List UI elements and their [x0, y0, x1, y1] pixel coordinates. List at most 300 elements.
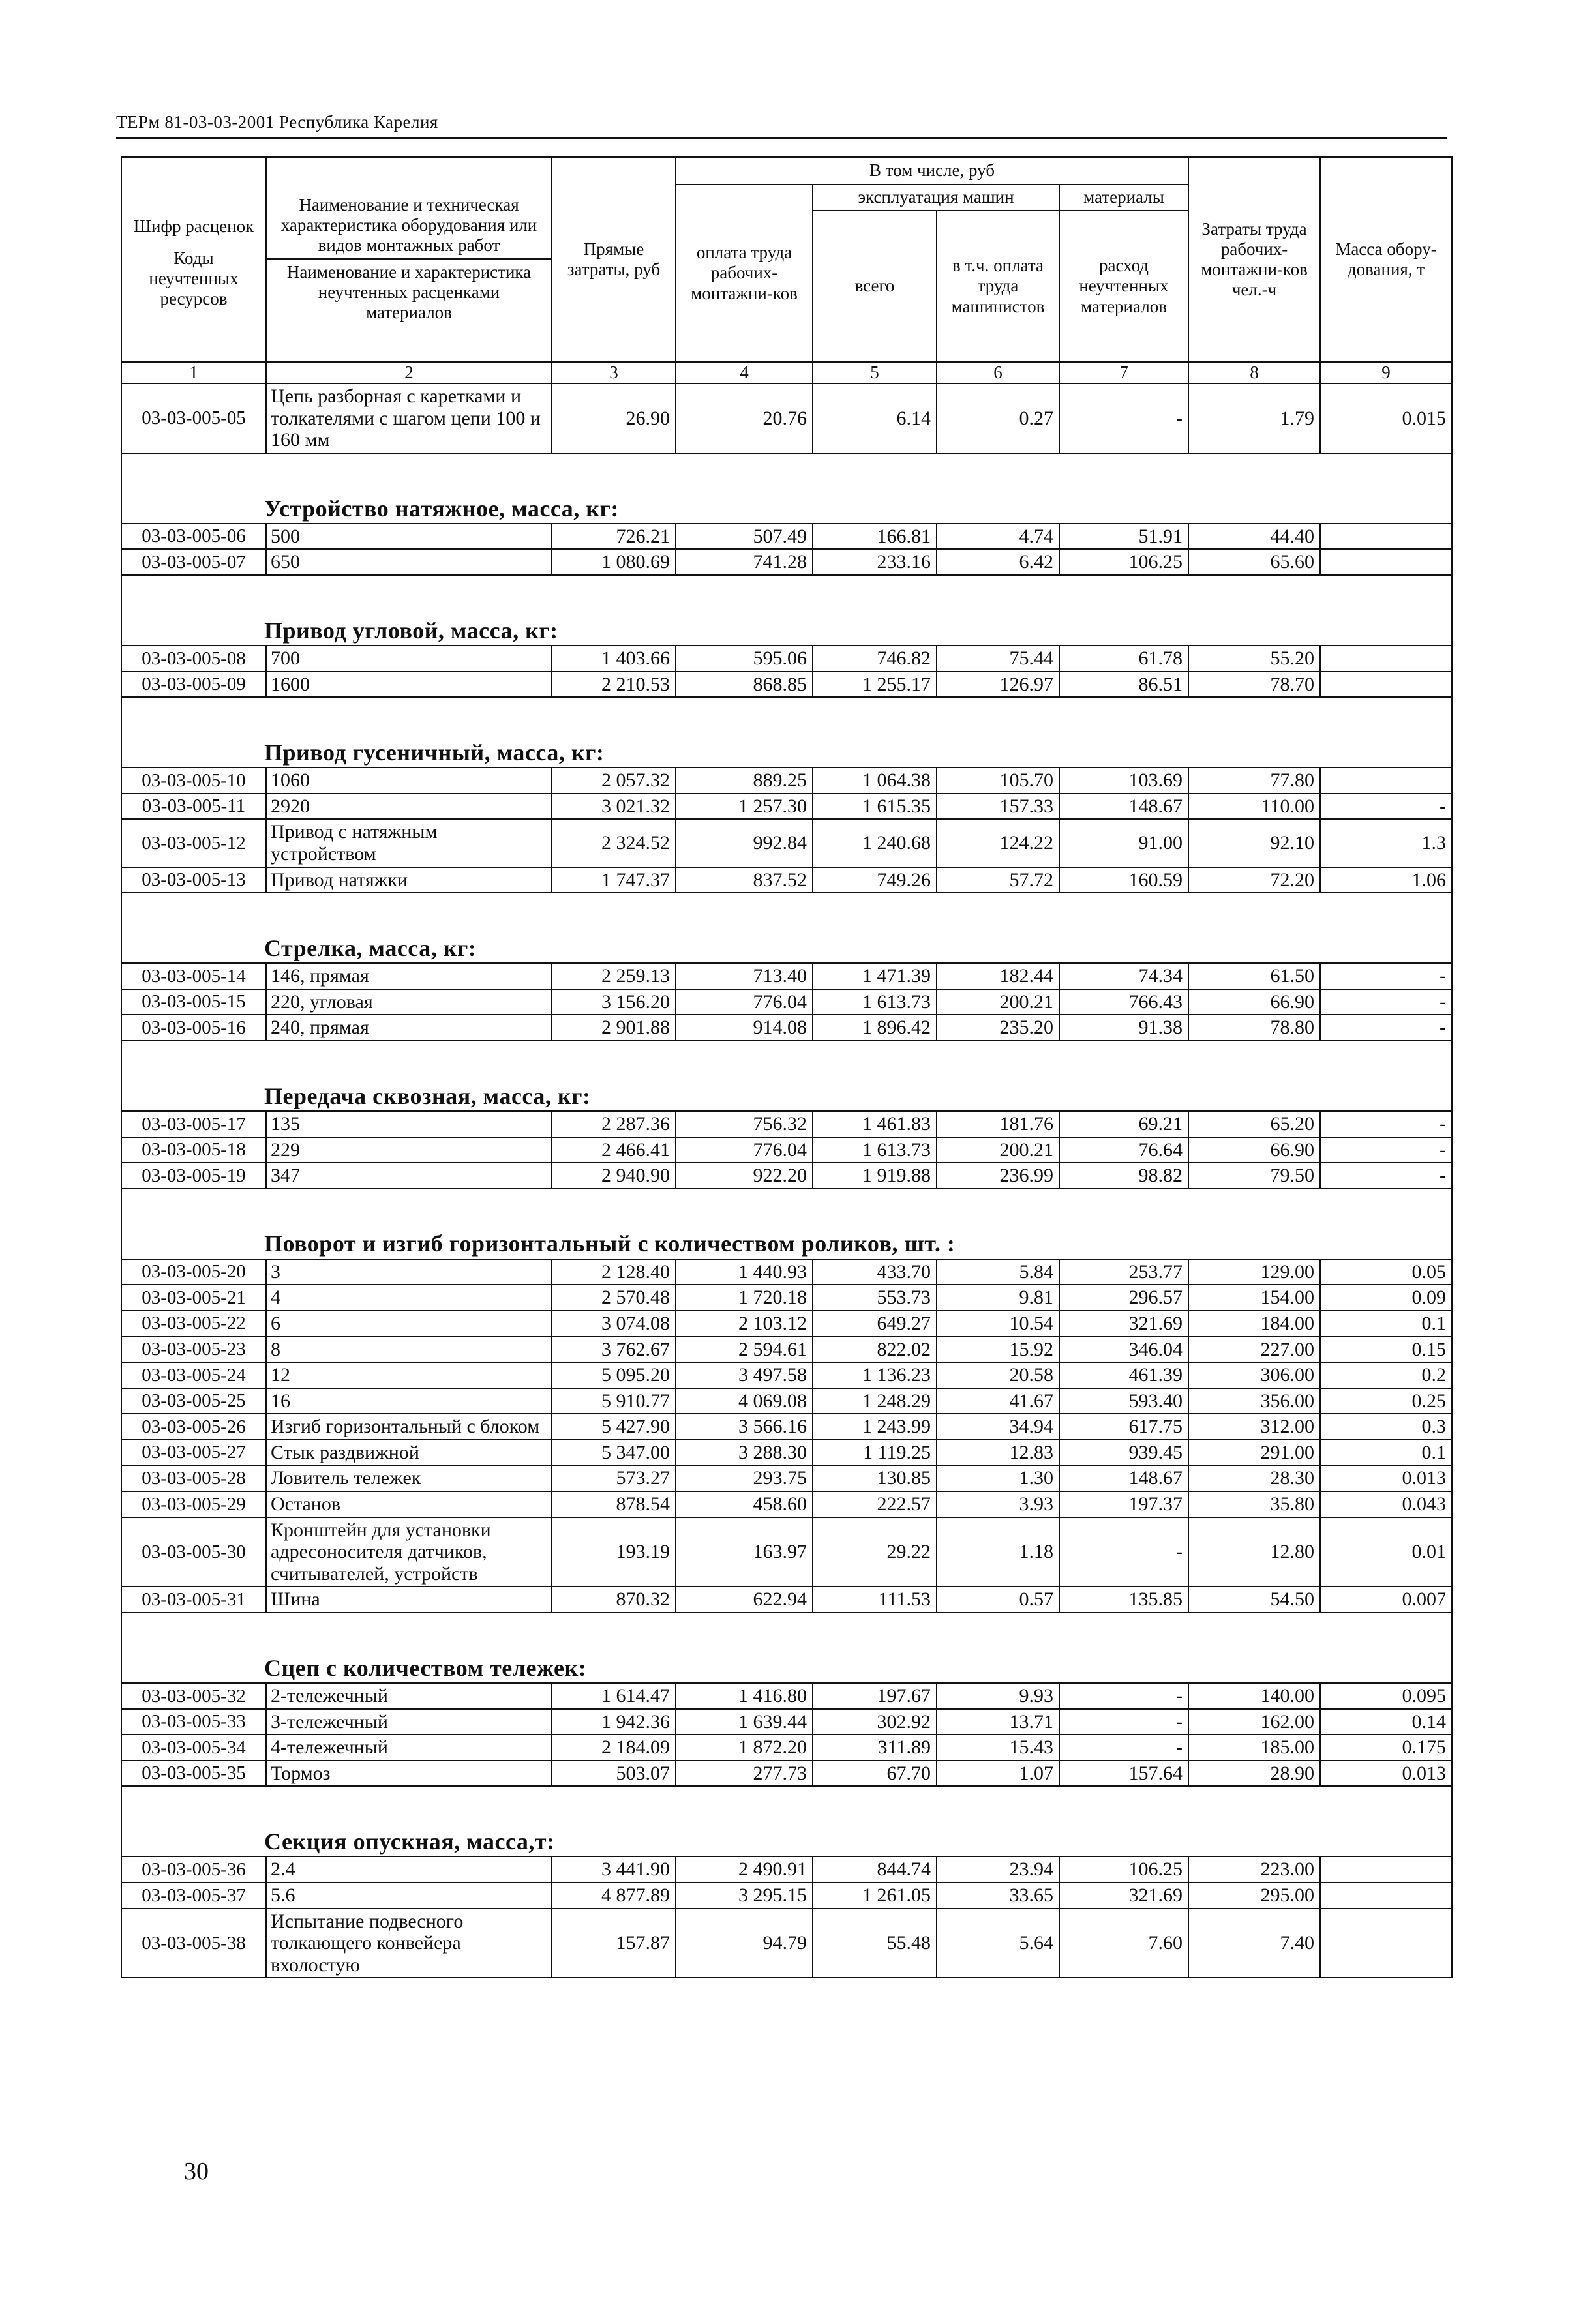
worker-pay-cell: 741.28: [676, 549, 813, 575]
section-heading-row: [121, 1817, 1452, 1856]
direct-costs-cell: 3 762.67: [552, 1337, 676, 1363]
direct-costs-cell: 1 614.47: [552, 1683, 676, 1709]
labor-hours-cell: 92.10: [1188, 819, 1320, 867]
worker-pay-cell: 776.04: [676, 1137, 813, 1163]
operator-pay-cell: 34.94: [937, 1414, 1059, 1440]
machines-total-cell: 1 255.17: [813, 672, 937, 698]
machines-total-cell: 844.74: [813, 1856, 937, 1883]
table-row: [121, 1388, 1452, 1414]
work-name-cell: 500: [266, 524, 552, 550]
table-row: [121, 1909, 1452, 1978]
work-name-cell: Останов: [266, 1491, 552, 1517]
operator-pay-cell: 23.94: [937, 1856, 1059, 1883]
work-name-cell: 2.4: [266, 1856, 552, 1883]
direct-costs-cell: 193.19: [552, 1517, 676, 1587]
table-row: [121, 1440, 1452, 1466]
worker-pay-cell: 1 440.93: [676, 1259, 813, 1285]
section-heading: Привод гусеничный, масса, кг:: [121, 728, 1452, 767]
machines-total-cell: 1 461.83: [813, 1111, 937, 1137]
section-gap: [121, 453, 1452, 484]
materials-cell: -: [1059, 1735, 1188, 1761]
labor-hours-cell: 77.80: [1188, 767, 1320, 794]
section-gap: [121, 1613, 1452, 1643]
equipment-mass-cell: 1.3: [1320, 819, 1452, 867]
machines-total-cell: 1 919.88: [813, 1163, 937, 1189]
work-name-cell: Стык раздвижной: [266, 1440, 552, 1466]
equipment-mass-cell: 0.007: [1320, 1587, 1452, 1613]
rate-code-cell: 03-03-005-38: [121, 1909, 266, 1978]
table-row: [121, 794, 1452, 820]
rates-table: [121, 156, 1453, 1978]
rate-code-cell: 03-03-005-33: [121, 1709, 266, 1735]
table-row: [121, 1761, 1452, 1787]
column-number: 5: [813, 362, 937, 383]
operator-pay-cell: 57.72: [937, 867, 1059, 893]
section-gap: [121, 575, 1452, 606]
rate-code-cell: 03-03-005-20: [121, 1259, 266, 1285]
rate-code-cell: 03-03-005-18: [121, 1137, 266, 1163]
worker-pay-cell: 458.60: [676, 1491, 813, 1517]
direct-costs-cell: 2 184.09: [552, 1735, 676, 1761]
table-row: [121, 1259, 1452, 1285]
operator-pay-cell: 235.20: [937, 1015, 1059, 1041]
worker-pay-cell: 2 490.91: [676, 1856, 813, 1883]
direct-costs-cell: 3 441.90: [552, 1856, 676, 1883]
equipment-mass-cell: [1320, 672, 1452, 698]
labor-hours-cell: 12.80: [1188, 1517, 1320, 1587]
table-row: [121, 1137, 1452, 1163]
rate-code-cell: 03-03-005-13: [121, 867, 266, 893]
direct-costs-cell: 573.27: [552, 1465, 676, 1491]
worker-pay-cell: 94.79: [676, 1909, 813, 1978]
direct-costs-cell: 3 021.32: [552, 794, 676, 820]
equipment-mass-cell: 0.095: [1320, 1683, 1452, 1709]
machines-total-cell: 1 261.05: [813, 1883, 937, 1909]
section-gap-cell: [121, 1786, 1452, 1817]
header-worker-pay: оплата труда рабочих-монтажни-ков: [676, 185, 813, 362]
machines-total-cell: 1 119.25: [813, 1440, 937, 1466]
materials-cell: 86.51: [1059, 672, 1188, 698]
equipment-mass-cell: 0.15: [1320, 1337, 1452, 1363]
worker-pay-cell: 3 295.15: [676, 1883, 813, 1909]
machines-total-cell: 233.16: [813, 549, 937, 575]
rate-code-cell: 03-03-005-15: [121, 989, 266, 1015]
worker-pay-cell: 1 257.30: [676, 794, 813, 820]
labor-hours-cell: 185.00: [1188, 1735, 1320, 1761]
section-heading-row: [121, 923, 1452, 963]
labor-hours-cell: 44.40: [1188, 524, 1320, 550]
page-number: 30: [184, 2158, 209, 2185]
materials-cell: 321.69: [1059, 1311, 1188, 1337]
direct-costs-cell: 503.07: [552, 1761, 676, 1787]
operator-pay-cell: 236.99: [937, 1163, 1059, 1189]
section-heading: Передача сквозная, масса, кг:: [121, 1071, 1452, 1111]
operator-pay-cell: 9.81: [937, 1285, 1059, 1311]
rate-code-cell: 03-03-005-30: [121, 1517, 266, 1587]
rate-code-cell: 03-03-005-10: [121, 767, 266, 794]
rate-code-cell: 03-03-005-35: [121, 1761, 266, 1787]
operator-pay-cell: 75.44: [937, 646, 1059, 672]
worker-pay-cell: 922.20: [676, 1163, 813, 1189]
worker-pay-cell: 595.06: [676, 646, 813, 672]
header-operator-pay: в т.ч. оплата труда машинистов: [937, 211, 1059, 362]
labor-hours-cell: 65.60: [1188, 549, 1320, 575]
rate-code-cell: 03-03-005-34: [121, 1735, 266, 1761]
materials-cell: 939.45: [1059, 1440, 1188, 1466]
machines-total-cell: 166.81: [813, 524, 937, 550]
machines-total-cell: 111.53: [813, 1587, 937, 1613]
direct-costs-cell: 1 747.37: [552, 867, 676, 893]
materials-cell: 617.75: [1059, 1414, 1188, 1440]
rate-code-cell: 03-03-005-19: [121, 1163, 266, 1189]
operator-pay-cell: 4.74: [937, 524, 1059, 550]
worker-pay-cell: 163.97: [676, 1517, 813, 1587]
table-row: [121, 1285, 1452, 1311]
table-row: [121, 963, 1452, 989]
equipment-mass-cell: 0.1: [1320, 1311, 1452, 1337]
labor-hours-cell: 66.90: [1188, 989, 1320, 1015]
direct-costs-cell: 2 940.90: [552, 1163, 676, 1189]
materials-cell: 7.60: [1059, 1909, 1188, 1978]
machines-total-cell: 553.73: [813, 1285, 937, 1311]
materials-cell: 69.21: [1059, 1111, 1188, 1137]
direct-costs-cell: 878.54: [552, 1491, 676, 1517]
section-heading: Устройство натяжное, масса, кг:: [121, 484, 1452, 524]
labor-hours-cell: 223.00: [1188, 1856, 1320, 1883]
table-row: [121, 1709, 1452, 1735]
direct-costs-cell: 2 210.53: [552, 672, 676, 698]
table-row: [121, 867, 1452, 893]
section-gap: [121, 1041, 1452, 1071]
materials-cell: 106.25: [1059, 1856, 1188, 1883]
materials-cell: 160.59: [1059, 867, 1188, 893]
machines-total-cell: 311.89: [813, 1735, 937, 1761]
worker-pay-cell: 1 872.20: [676, 1735, 813, 1761]
machines-total-cell: 1 613.73: [813, 989, 937, 1015]
table-row: [121, 1337, 1452, 1363]
labor-hours-cell: 306.00: [1188, 1362, 1320, 1388]
equipment-mass-cell: -: [1320, 1015, 1452, 1041]
operator-pay-cell: 200.21: [937, 1137, 1059, 1163]
labor-hours-cell: 295.00: [1188, 1883, 1320, 1909]
direct-costs-cell: 2 570.48: [552, 1285, 676, 1311]
equipment-mass-cell: 0.015: [1320, 383, 1452, 453]
rate-code-cell: 03-03-005-14: [121, 963, 266, 989]
column-number: 1: [121, 362, 266, 383]
section-heading-row: [121, 606, 1452, 646]
machines-total-cell: 1 471.39: [813, 963, 937, 989]
materials-cell: 296.57: [1059, 1285, 1188, 1311]
labor-hours-cell: 7.40: [1188, 1909, 1320, 1978]
materials-cell: 593.40: [1059, 1388, 1188, 1414]
worker-pay-cell: 1 416.80: [676, 1683, 813, 1709]
section-heading: Стрелка, масса, кг:: [121, 923, 1452, 963]
operator-pay-cell: 13.71: [937, 1709, 1059, 1735]
header-machines-group: эксплуатация машин: [813, 185, 1059, 211]
equipment-mass-cell: [1320, 524, 1452, 550]
machines-total-cell: 749.26: [813, 867, 937, 893]
work-name-cell: 146, прямая: [266, 963, 552, 989]
table-row: [121, 1735, 1452, 1761]
rate-code-cell: 03-03-005-09: [121, 672, 266, 698]
direct-costs-cell: 2 324.52: [552, 819, 676, 867]
machines-total-cell: 197.67: [813, 1683, 937, 1709]
equipment-mass-cell: [1320, 1883, 1452, 1909]
column-number: 7: [1059, 362, 1188, 383]
section-heading: Секция опускная, масса,т:: [121, 1817, 1452, 1856]
section-heading-row: [121, 1071, 1452, 1111]
materials-cell: 135.85: [1059, 1587, 1188, 1613]
table-row: [121, 646, 1452, 672]
equipment-mass-cell: 0.05: [1320, 1259, 1452, 1285]
rate-code-cell: 03-03-005-29: [121, 1491, 266, 1517]
section-heading-row: [121, 1219, 1452, 1259]
column-number: 8: [1188, 362, 1320, 383]
section-gap: [121, 1189, 1452, 1219]
materials-cell: -: [1059, 383, 1188, 453]
machines-total-cell: 130.85: [813, 1465, 937, 1491]
worker-pay-cell: 868.85: [676, 672, 813, 698]
table-row: [121, 383, 1452, 453]
work-name-cell: Привод натяжки: [266, 867, 552, 893]
header-direct-costs: Прямые затраты, руб: [552, 157, 676, 362]
table-row: [121, 1015, 1452, 1041]
section-heading-row: [121, 484, 1452, 524]
table-row: [121, 1856, 1452, 1883]
labor-hours-cell: 154.00: [1188, 1285, 1320, 1311]
worker-pay-cell: 2 103.12: [676, 1311, 813, 1337]
labor-hours-cell: 72.20: [1188, 867, 1320, 893]
materials-cell: -: [1059, 1683, 1188, 1709]
labor-hours-cell: 140.00: [1188, 1683, 1320, 1709]
equipment-mass-cell: [1320, 1856, 1452, 1883]
labor-hours-cell: 78.70: [1188, 672, 1320, 698]
header-including-group: В том числе, руб: [676, 157, 1188, 185]
operator-pay-cell: 200.21: [937, 989, 1059, 1015]
rate-code-cell: 03-03-005-11: [121, 794, 266, 820]
operator-pay-cell: 5.84: [937, 1259, 1059, 1285]
materials-cell: 346.04: [1059, 1337, 1188, 1363]
equipment-mass-cell: 0.09: [1320, 1285, 1452, 1311]
equipment-mass-cell: -: [1320, 989, 1452, 1015]
machines-total-cell: 822.02: [813, 1337, 937, 1363]
worker-pay-cell: 3 288.30: [676, 1440, 813, 1466]
equipment-mass-cell: 0.01: [1320, 1517, 1452, 1587]
operator-pay-cell: 33.65: [937, 1883, 1059, 1909]
header-equipment-mass: Масса обору-дования, т: [1320, 157, 1452, 362]
work-name-cell: 4: [266, 1285, 552, 1311]
operator-pay-cell: 3.93: [937, 1491, 1059, 1517]
header-materials-group: материалы: [1059, 185, 1188, 211]
worker-pay-cell: 622.94: [676, 1587, 813, 1613]
header-labor-hours: Затраты труда рабочих-монтажни-ков чел.-ч: [1188, 157, 1320, 362]
work-name-cell: 2920: [266, 794, 552, 820]
materials-cell: 461.39: [1059, 1362, 1188, 1388]
header-code-label: Шифр расценок: [133, 216, 254, 236]
section-gap: [121, 1786, 1452, 1817]
direct-costs-cell: 3 156.20: [552, 989, 676, 1015]
labor-hours-cell: 55.20: [1188, 646, 1320, 672]
table-row: [121, 1587, 1452, 1613]
labor-hours-cell: 54.50: [1188, 1587, 1320, 1613]
section-gap: [121, 697, 1452, 728]
section-heading-row: [121, 1643, 1452, 1683]
direct-costs-cell: 5 427.90: [552, 1414, 676, 1440]
materials-cell: 91.00: [1059, 819, 1188, 867]
labor-hours-cell: 65.20: [1188, 1111, 1320, 1137]
table-row: [121, 1883, 1452, 1909]
operator-pay-cell: 105.70: [937, 767, 1059, 794]
operator-pay-cell: 5.64: [937, 1909, 1059, 1978]
machines-total-cell: 6.14: [813, 383, 937, 453]
column-number: 3: [552, 362, 676, 383]
equipment-mass-cell: 0.14: [1320, 1709, 1452, 1735]
labor-hours-cell: 129.00: [1188, 1259, 1320, 1285]
labor-hours-cell: 312.00: [1188, 1414, 1320, 1440]
operator-pay-cell: 126.97: [937, 672, 1059, 698]
machines-total-cell: 222.57: [813, 1491, 937, 1517]
labor-hours-cell: 28.30: [1188, 1465, 1320, 1491]
work-name-cell: 12: [266, 1362, 552, 1388]
operator-pay-cell: 182.44: [937, 963, 1059, 989]
materials-cell: 98.82: [1059, 1163, 1188, 1189]
column-number: 6: [937, 362, 1059, 383]
section-heading: Привод угловой, масса, кг:: [121, 606, 1452, 646]
work-name-cell: 220, угловая: [266, 989, 552, 1015]
table-row: [121, 1414, 1452, 1440]
rate-code-cell: 03-03-005-08: [121, 646, 266, 672]
machines-total-cell: 29.22: [813, 1517, 937, 1587]
materials-cell: 157.64: [1059, 1761, 1188, 1787]
worker-pay-cell: 992.84: [676, 819, 813, 867]
equipment-mass-cell: 0.25: [1320, 1388, 1452, 1414]
labor-hours-cell: 356.00: [1188, 1388, 1320, 1414]
materials-cell: 253.77: [1059, 1259, 1188, 1285]
labor-hours-cell: 162.00: [1188, 1709, 1320, 1735]
equipment-mass-cell: [1320, 1909, 1452, 1978]
worker-pay-cell: 4 069.08: [676, 1388, 813, 1414]
work-name-cell: 700: [266, 646, 552, 672]
section-heading: Сцеп с количеством тележек:: [121, 1643, 1452, 1683]
machines-total-cell: 1 136.23: [813, 1362, 937, 1388]
worker-pay-cell: 756.32: [676, 1111, 813, 1137]
work-name-cell: Испытание подвесного толкающего конвейера вхолостую: [266, 1909, 552, 1978]
worker-pay-cell: 776.04: [676, 989, 813, 1015]
direct-costs-cell: 2 259.13: [552, 963, 676, 989]
column-numbers-row: [121, 362, 1452, 383]
work-name-cell: 240, прямая: [266, 1015, 552, 1041]
operator-pay-cell: 15.43: [937, 1735, 1059, 1761]
worker-pay-cell: 293.75: [676, 1465, 813, 1491]
section-gap-cell: [121, 1189, 1452, 1219]
operator-pay-cell: 12.83: [937, 1440, 1059, 1466]
labor-hours-cell: 227.00: [1188, 1337, 1320, 1363]
machines-total-cell: 1 248.29: [813, 1388, 937, 1414]
machines-total-cell: 1 615.35: [813, 794, 937, 820]
work-name-cell: 3-тележечный: [266, 1709, 552, 1735]
header-rule: [116, 137, 1447, 139]
equipment-mass-cell: 0.2: [1320, 1362, 1452, 1388]
work-name-cell: Ловитель тележек: [266, 1465, 552, 1491]
direct-costs-cell: 726.21: [552, 524, 676, 550]
table-row: [121, 1491, 1452, 1517]
direct-costs-cell: 5 910.77: [552, 1388, 676, 1414]
section-gap-cell: [121, 453, 1452, 484]
operator-pay-cell: 157.33: [937, 794, 1059, 820]
document-header: ТЕРм 81-03-03-2001 Республика Карелия: [116, 112, 438, 132]
equipment-mass-cell: 0.1: [1320, 1440, 1452, 1466]
work-name-cell: 6: [266, 1311, 552, 1337]
header-resource-codes-label: Коды неучтенных ресурсов: [149, 248, 239, 309]
work-name-cell: Шина: [266, 1587, 552, 1613]
equipment-mass-cell: 0.013: [1320, 1465, 1452, 1491]
section-gap-cell: [121, 697, 1452, 728]
rate-code-cell: 03-03-005-24: [121, 1362, 266, 1388]
table-row: [121, 767, 1452, 794]
labor-hours-cell: 78.80: [1188, 1015, 1320, 1041]
rate-code-cell: 03-03-005-36: [121, 1856, 266, 1883]
operator-pay-cell: 0.27: [937, 383, 1059, 453]
equipment-mass-cell: -: [1320, 1163, 1452, 1189]
labor-hours-cell: 61.50: [1188, 963, 1320, 989]
direct-costs-cell: 870.32: [552, 1587, 676, 1613]
rate-code-cell: 03-03-005-37: [121, 1883, 266, 1909]
materials-cell: -: [1059, 1709, 1188, 1735]
machines-total-cell: 1 896.42: [813, 1015, 937, 1041]
materials-cell: 106.25: [1059, 549, 1188, 575]
header-materials-name-label: Наименование и характеристика неучтенных расценками материалов: [286, 262, 532, 323]
materials-cell: 148.67: [1059, 1465, 1188, 1491]
rate-code-cell: 03-03-005-07: [121, 549, 266, 575]
table-row: [121, 1311, 1452, 1337]
materials-cell: -: [1059, 1517, 1188, 1587]
direct-costs-cell: 1 942.36: [552, 1709, 676, 1735]
table-body: [121, 383, 1452, 1978]
work-name-cell: Кронштейн для установки адресоносителя датчиков, считывателей, устройств: [266, 1517, 552, 1587]
machines-total-cell: 746.82: [813, 646, 937, 672]
work-name-cell: Привод с натяжным устройством: [266, 819, 552, 867]
worker-pay-cell: 3 566.16: [676, 1414, 813, 1440]
table-row: [121, 1111, 1452, 1137]
work-name-cell: 16: [266, 1388, 552, 1414]
direct-costs-cell: 26.90: [552, 383, 676, 453]
materials-cell: 51.91: [1059, 524, 1188, 550]
worker-pay-cell: 2 594.61: [676, 1337, 813, 1363]
equipment-mass-cell: 0.013: [1320, 1761, 1452, 1787]
materials-cell: 103.69: [1059, 767, 1188, 794]
equipment-mass-cell: -: [1320, 794, 1452, 820]
direct-costs-cell: 2 287.36: [552, 1111, 676, 1137]
work-name-cell: 2-тележечный: [266, 1683, 552, 1709]
section-gap-cell: [121, 1613, 1452, 1643]
worker-pay-cell: 1 639.44: [676, 1709, 813, 1735]
worker-pay-cell: 507.49: [676, 524, 813, 550]
worker-pay-cell: 713.40: [676, 963, 813, 989]
materials-cell: 61.78: [1059, 646, 1188, 672]
direct-costs-cell: 1 080.69: [552, 549, 676, 575]
header-name-cell: [266, 157, 552, 362]
work-name-cell: Изгиб горизонтальный с блоком: [266, 1414, 552, 1440]
machines-total-cell: 1 240.68: [813, 819, 937, 867]
labor-hours-cell: 66.90: [1188, 1137, 1320, 1163]
machines-total-cell: 1 243.99: [813, 1414, 937, 1440]
table-row: [121, 524, 1452, 550]
materials-cell: 76.64: [1059, 1137, 1188, 1163]
machines-total-cell: 55.48: [813, 1909, 937, 1978]
operator-pay-cell: 0.57: [937, 1587, 1059, 1613]
column-number: 9: [1320, 362, 1452, 383]
rate-code-cell: 03-03-005-26: [121, 1414, 266, 1440]
